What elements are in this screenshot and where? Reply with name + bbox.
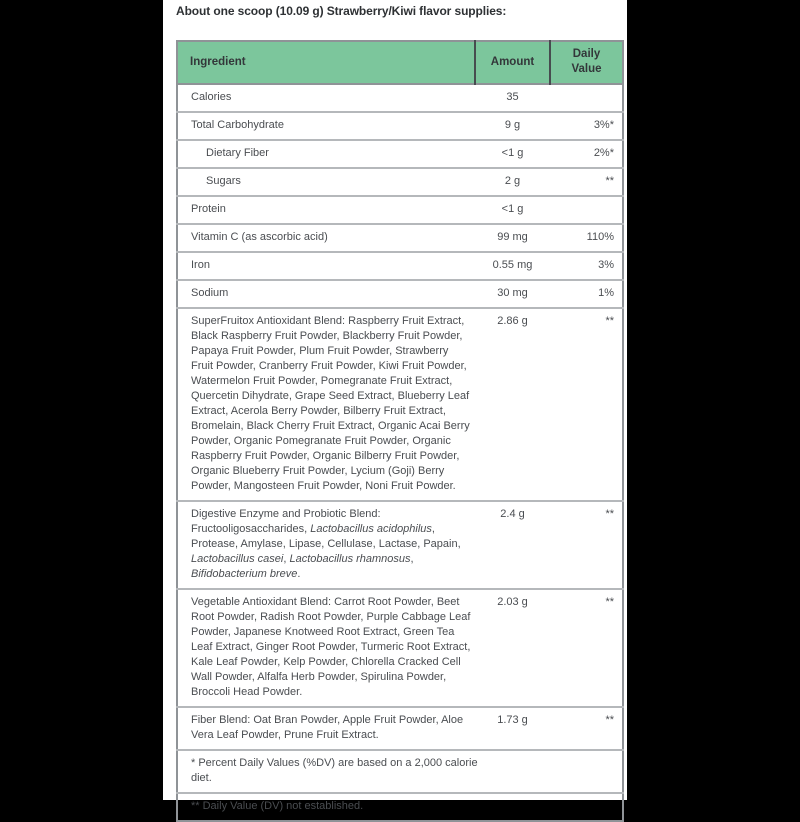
amount-cell: 0.55 mg [492, 259, 533, 271]
daily-value-cell: ** [605, 315, 614, 327]
footnote-cell [177, 750, 623, 793]
table-row [177, 140, 623, 168]
daily-value-cell: 3%* [593, 119, 614, 131]
amount-cell: 1.73 g [497, 714, 528, 726]
table-row [177, 112, 623, 140]
daily-value-cell [550, 84, 623, 112]
amount-cell: 9 g [504, 119, 521, 131]
amount-cell: <1 g [501, 147, 524, 159]
ingredient-text: SuperFruitox Antioxidant Blend: Raspberry Fruit Extract, Black Raspberry Fruit Powder, Blackberry Fruit Powder, Papaya Fruit Powder, Plum Fruit Powder, Strawberry Fruit Powder, Cranberry Fruit Powder, Kiwi Fruit Powder, Watermelon Fruit Powder, Pomegranate Fruit Extract, Quercetin Dihydrate, Grape Seed Extract, Blueberry Leaf Extract, Acerola Berry Powder, Bilberry Fruit Extract, Bromelain, Black Cherry Fruit Extract, Organic Acai Berry Powder, Organic Pomegranate Fruit Powder, Organic Raspberry Fruit Powder, Organic Bilberry Fruit Powder, Organic Blueberry Fruit Powder, Lycium (Goji) Berry Powder, Mangosteen Fruit Powder, Noni Fruit Powder. [191, 315, 470, 492]
ingredient-text: Vegetable Antioxidant Blend: Carrot Root Powder, Beet Root Powder, Radish Root Powder, Purple Cabbage Leaf Powder, Japanese Knotweed Root Extract, Green Tea Leaf Extract, Ginger Root Powder, Turmeric Root Extract, Kale Leaf Powder, Kelp Powder, Chlorella Cracked Cell Wall Powder, Alfalfa Herb Powder, Spirulina Powder, Broccoli Head Powder. [191, 596, 471, 698]
column-header-amount: Amount [475, 41, 550, 84]
table-row [177, 196, 623, 224]
daily-value-cell: ** [605, 596, 614, 608]
column-header-ingredient: Ingredient [177, 41, 475, 84]
footnote-text: * Percent Daily Values (%DV) are based on a 2,000 calorie diet. [191, 757, 478, 784]
table-header-row [177, 41, 623, 84]
table-row [177, 280, 623, 308]
ingredient-text: Fiber Blend: Oat Bran Powder, Apple Fruit Powder, Aloe Vera Leaf Powder, Prune Fruit Extract. [191, 714, 464, 741]
ingredient-cell [177, 84, 475, 112]
ingredient-text: Total Carbohydrate [191, 119, 284, 131]
daily-value-cell: 3% [598, 259, 614, 271]
ingredient-text: Vitamin C (as ascorbic acid) [191, 231, 328, 243]
footnote-text: ** Daily Value (DV) not established. [191, 800, 364, 812]
table-row [177, 84, 623, 112]
ingredient-text: Sugars [206, 175, 241, 187]
ingredient-cell [177, 707, 475, 750]
table-row [177, 224, 623, 252]
footnote-row [177, 750, 623, 793]
label-card [163, 0, 627, 812]
ingredient-cell [177, 589, 475, 707]
daily-value-cell: ** [605, 175, 614, 187]
ingredient-cell [177, 224, 475, 252]
amount-cell: 2.03 g [497, 596, 528, 608]
ingredient-cell [177, 308, 475, 501]
ingredient-text: Digestive Enzyme and Probiotic Blend: Fructooligosaccharides, Lactobacillus acidophilus, Protease, Amylase, Lipase, Cellulase, Lactase, Papain, Lactobacillus casei, Lactobacillus rhamnosus, Bifidobacterium breve. [191, 508, 461, 580]
ingredient-cell [177, 280, 475, 308]
ingredient-text: Iron [191, 259, 210, 271]
daily-value-cell: ** [605, 508, 614, 520]
supplement-facts-table [176, 40, 624, 822]
ingredient-cell [177, 168, 475, 196]
footnote-cell [177, 793, 623, 821]
daily-value-cell: 110% [586, 231, 614, 243]
ingredient-text: Dietary Fiber [206, 147, 269, 159]
table-row [177, 308, 623, 501]
amount-cell: 35 [506, 91, 519, 103]
page-title: About one scoop (10.09 g) Strawberry/Kiwi flavor supplies: [176, 4, 507, 18]
footnote-row [177, 793, 623, 821]
daily-value-cell [550, 196, 623, 224]
ingredient-cell [177, 501, 475, 589]
amount-cell: 99 mg [497, 231, 528, 243]
ingredient-text: Protein [191, 203, 226, 215]
table-row [177, 501, 623, 589]
daily-value-cell: ** [605, 714, 614, 726]
table-row [177, 589, 623, 707]
amount-cell: <1 g [501, 203, 524, 215]
ingredient-text: Calories [191, 91, 232, 103]
ingredient-cell [177, 112, 475, 140]
amount-cell: 2 g [504, 175, 521, 187]
amount-cell: 30 mg [497, 287, 528, 299]
amount-cell: 2.4 g [500, 508, 525, 520]
amount-cell: 2.86 g [497, 315, 528, 327]
table-row [177, 252, 623, 280]
daily-value-cell: 2%* [593, 147, 614, 159]
daily-value-cell: 1% [598, 287, 614, 299]
table-row [177, 168, 623, 196]
ingredient-text: Sodium [191, 287, 229, 299]
column-header-daily-value: Daily Value [550, 41, 623, 84]
ingredient-cell [177, 196, 475, 224]
ingredient-cell [177, 252, 475, 280]
ingredient-cell [177, 140, 475, 168]
table-row [177, 707, 623, 750]
